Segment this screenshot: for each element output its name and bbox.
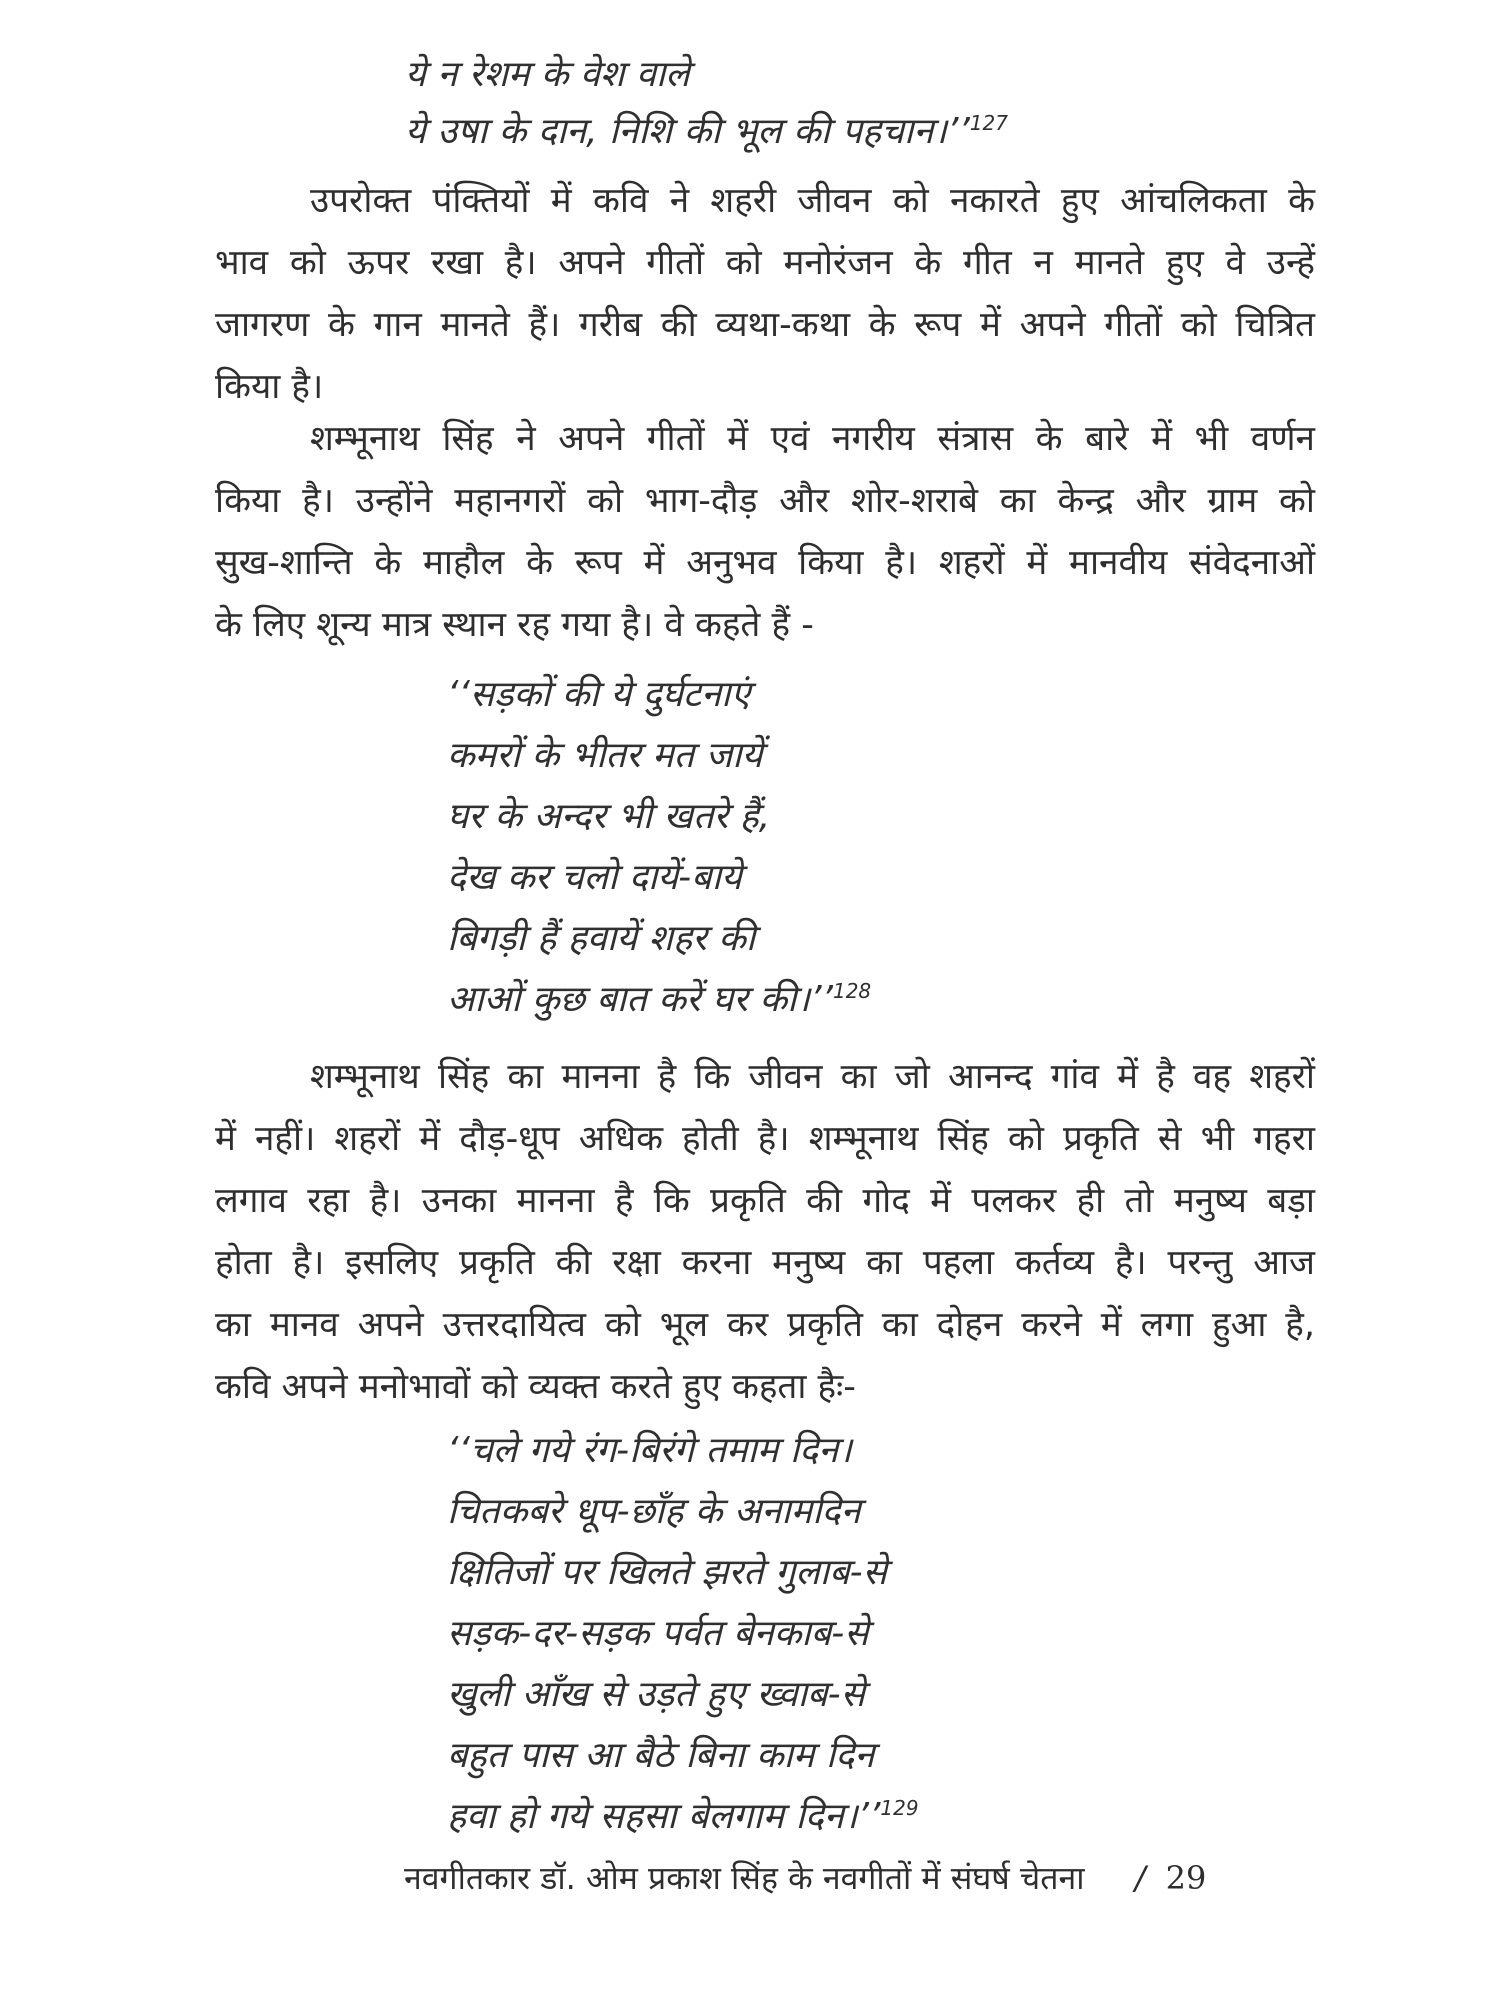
page-footer [404,1856,1206,1899]
verse-line: क्षितिजों पर खिलते झरते गुलाब-से [447,1552,888,1593]
verse-line: आओं कुछ बात करें घर की।’’$^{128}$ [447,979,872,1020]
verse-line: ये न रेशम के वेश वाले [405,54,690,95]
verse-line: ये उषा के दान, निशि की भूल की पहचान।’’$^{127}$ [405,111,1009,152]
paragraph-line: शम्भूनाथ सिंह ने अपने गीतों में एवं नगरीय संत्रास के बारे में भी वर्णन [310,419,1315,459]
running-title: नवगीतकार डॉ. ओम प्रकाश सिंह के नवगीतों में संघर्ष चेतना [404,1859,1085,1897]
paragraph-line: कवि अपने मनोभावों को व्यक्त करते हुए कहता हैः- [215,1367,856,1407]
paragraph-3 [215,1046,1315,1418]
verse-excerpt-3 [447,1420,919,1847]
verse-line: ‘‘सड़कों की ये दुर्घटनाएं [447,674,751,715]
page-number: 29 [1165,1859,1207,1897]
footer-separator: / [1134,1859,1146,1897]
paragraph-line: का मानव अपने उत्तरदायित्व को भूल कर प्रकृति का दोहन करने में लगा हुआ है, [215,1305,1315,1345]
paragraph-line: लगाव रहा है। उनका मानना है कि प्रकृति की गोद में पलकर ही तो मनुष्य बड़ा [215,1181,1315,1221]
paragraph-line: सुख-शान्ति के माहौल के रूप में अनुभव किया है। शहरों में मानवीय संवेदनाओं [215,543,1315,583]
paragraph-line: भाव को ऊपर रखा है। अपने गीतों को मनोरंजन के गीत न मानते हुए वे उन्हें [215,243,1315,283]
verse-line: खुली आँख से उड़ते हुए ख्वाब-से [447,1674,865,1715]
verse-line: कमरों के भीतर मत जायें [447,735,763,776]
paragraph-line: में नहीं। शहरों में दौड़-धूप अधिक होती है। शम्भूनाथ सिंह को प्रकृति से भी गहरा [215,1119,1315,1159]
paragraph-line: के लिए शून्य मात्र स्थान रह गया है। वे कहते हैं - [215,605,814,645]
paragraph-line: होता है। इसलिए प्रकृति की रक्षा करना मनुष्य का पहला कर्तव्य है। परन्तु आज [215,1243,1315,1283]
verse-line: बिगड़ी हैं हवायें शहर की [447,918,756,959]
paragraph-2 [215,408,1315,656]
verse-line: हवा हो गये सहसा बेलगाम दिन।’’$^{129}$ [447,1796,919,1837]
paragraph-line: जागरण के गान मानते हैं। गरीब की व्यथा-कथा के रूप में अपने गीतों को चित्रित [215,305,1315,345]
paragraph-line: किया है। उन्होंने महानगरों को भाग-दौड़ और शोर-शराबे का केन्द्र और ग्राम को [215,481,1315,521]
paragraph-1 [215,170,1315,418]
footnote-marker: 129 [880,1796,919,1820]
footnote-marker: 128 [832,979,872,1003]
verse-line: ‘‘चले गये रंग-बिरंगे तमाम दिन। [447,1430,852,1471]
paragraph-line: किया है। [215,367,324,407]
verse-line: सड़क-दर-सड़क पर्वत बेनकाब-से [447,1613,869,1654]
paragraph-line: उपरोक्त पंक्तियों में कवि ने शहरी जीवन को नकारते हुए आंचलिकता के [310,181,1315,221]
verse-line: घर के अन्दर भी खतरे हैं, [447,796,771,837]
verse-excerpt-1 [405,46,1008,160]
verse-excerpt-2 [447,664,871,1030]
paragraph-line: शम्भूनाथ सिंह का मानना है कि जीवन का जो आनन्द गांव में है वह शहरों [310,1057,1315,1097]
verse-line: देख कर चलो दायें-बाये [447,857,742,898]
verse-line: चितकबरे धूप-छाँह के अनामदिन [447,1491,861,1532]
footnote-marker: 127 [969,111,1009,135]
verse-line: बहुत पास आ बैठे बिना काम दिन [447,1735,875,1776]
